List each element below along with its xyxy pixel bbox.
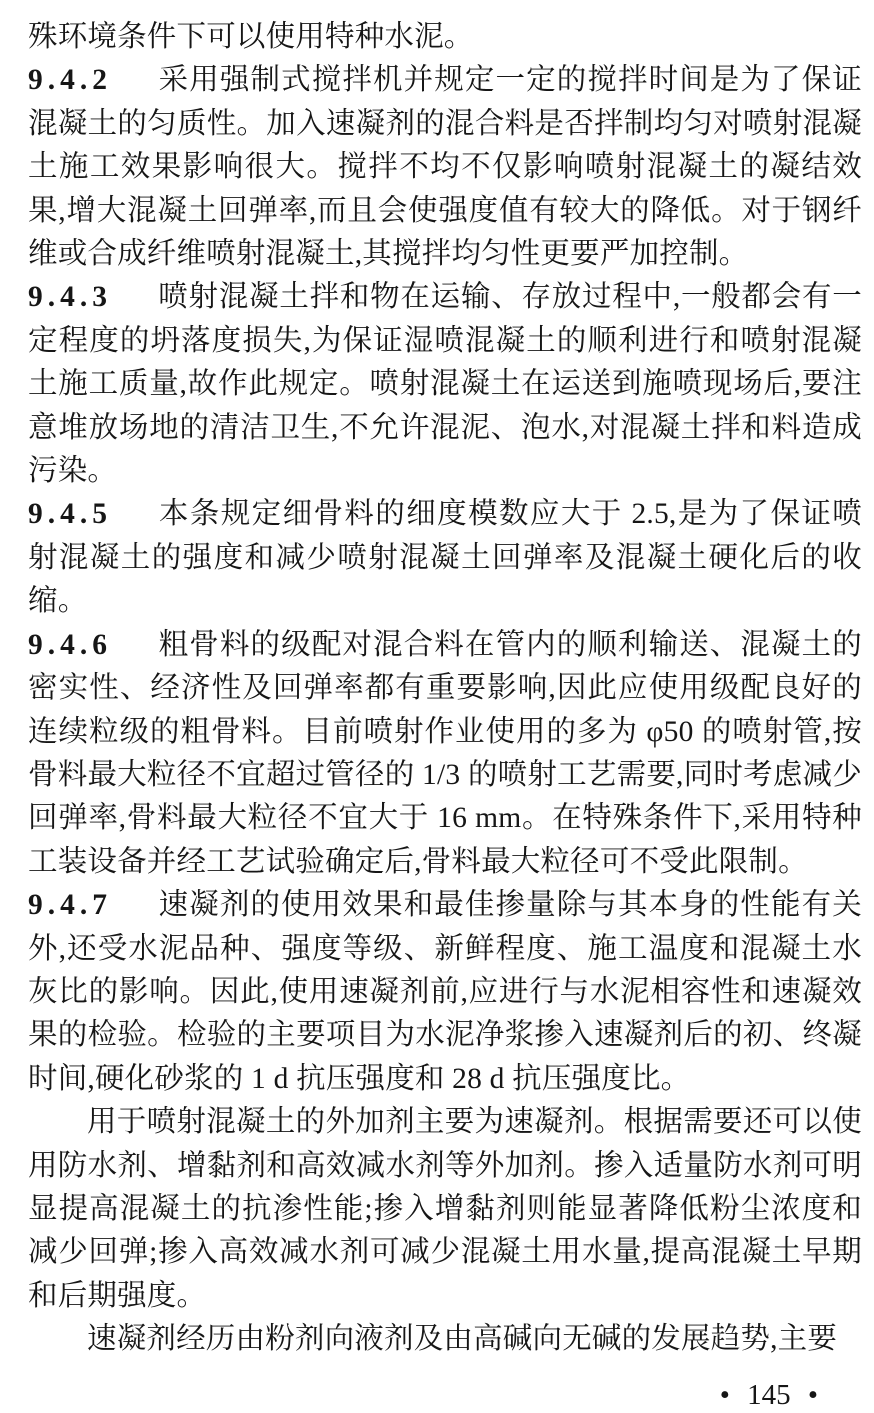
paragraph-section-9-4-5: [28, 493, 862, 623]
paragraph-section-9-4-2: [28, 59, 862, 276]
section-number: 9.4.3: [28, 281, 112, 314]
paragraph-text: 用于喷射混凝土的外加剂主要为速凝剂。根据需要还可以使用防水剂、增黏剂和高效减水剂等外加剂。掺入适量防水剂可明显提高混凝土的抗渗性能;掺入增黏剂则能显著降低粉尘浓度和减少回弹;掺入高效减水剂可减少混凝土用水量,提高混凝土早期和后期强度。: [28, 1106, 862, 1312]
paragraph-text: 速凝剂经历由粉剂向液剂及由高碱向无碱的发展趋势,主要: [87, 1323, 838, 1356]
paragraph-accelerator-trend: [28, 1318, 862, 1361]
paragraph-admixtures: [28, 1101, 862, 1318]
section-number: 9.4.5: [28, 498, 112, 531]
paragraph-text: 本条规定细骨料的细度模数应大于 2.5,是为了保证喷射混凝土的强度和减少喷射混凝土回弹率及混凝土硬化后的收缩。: [28, 498, 862, 618]
section-number: 9.4.6: [28, 628, 112, 661]
paragraph-text: 粗骨料的级配对混合料在管内的顺利输送、混凝土的密实性、经济性及回弹率都有重要影响,因此应使用级配良好的连续粒级的粗骨料。目前喷射作业使用的多为 φ50 的喷射管,按骨料最大粒径不宜超过管径的 1/3 的喷射工艺需要,同时考虑减少回弹率,骨料最大粒径不宜大于 16 mm。在特殊条件下,采用特种工装设备并经工艺试验确定后,骨料最大粒径可不受此限制。: [28, 628, 862, 878]
paragraph-text: 速凝剂的使用效果和最佳掺量除与其本身的性能有关外,还受水泥品种、强度等级、新鲜程度、施工温度和混凝土水灰比的影响。因此,使用速凝剂前,应进行与水泥相容性和速凝效果的检验。检验的主要项目为水泥净浆掺入速凝剂后的初、终凝时间,硬化砂浆的 1 d 抗压强度和 28 d 抗压强度比。: [28, 889, 862, 1095]
paragraph-text: 殊环境条件下可以使用特种水泥。: [28, 21, 474, 53]
paragraph-continuation: [28, 16, 862, 59]
paragraph-text: 喷射混凝土拌和物在运输、存放过程中,一般都会有一定程度的坍落度损失,为保证湿喷混凝土的顺利进行和喷射混凝土施工质量,故作此规定。喷射混凝土在运送到施喷现场后,要注意堆放场地的清洁卫生,不允许混泥、泡水,对混凝土拌和料造成污染。: [28, 281, 862, 488]
paragraph-section-9-4-7: [28, 884, 862, 1101]
paragraph-section-9-4-3: [28, 276, 862, 493]
paragraph-section-9-4-6: [28, 624, 862, 884]
paragraph-text: 采用强制式搅拌机并规定一定的搅拌时间是为了保证混凝土的匀质性。加入速凝剂的混合料是否拌制均匀对喷射混凝土施工效果影响很大。搅拌不均不仅影响喷射混凝土的凝结效果,增大混凝土回弹率,而且会使强度值有较大的降低。对于钢纤维或合成纤维喷射混凝土,其搅拌均匀性更要严加控制。: [28, 64, 862, 271]
section-number: 9.4.7: [28, 889, 112, 922]
page-number: • 145 •: [719, 1378, 818, 1411]
section-number: 9.4.2: [28, 64, 112, 97]
